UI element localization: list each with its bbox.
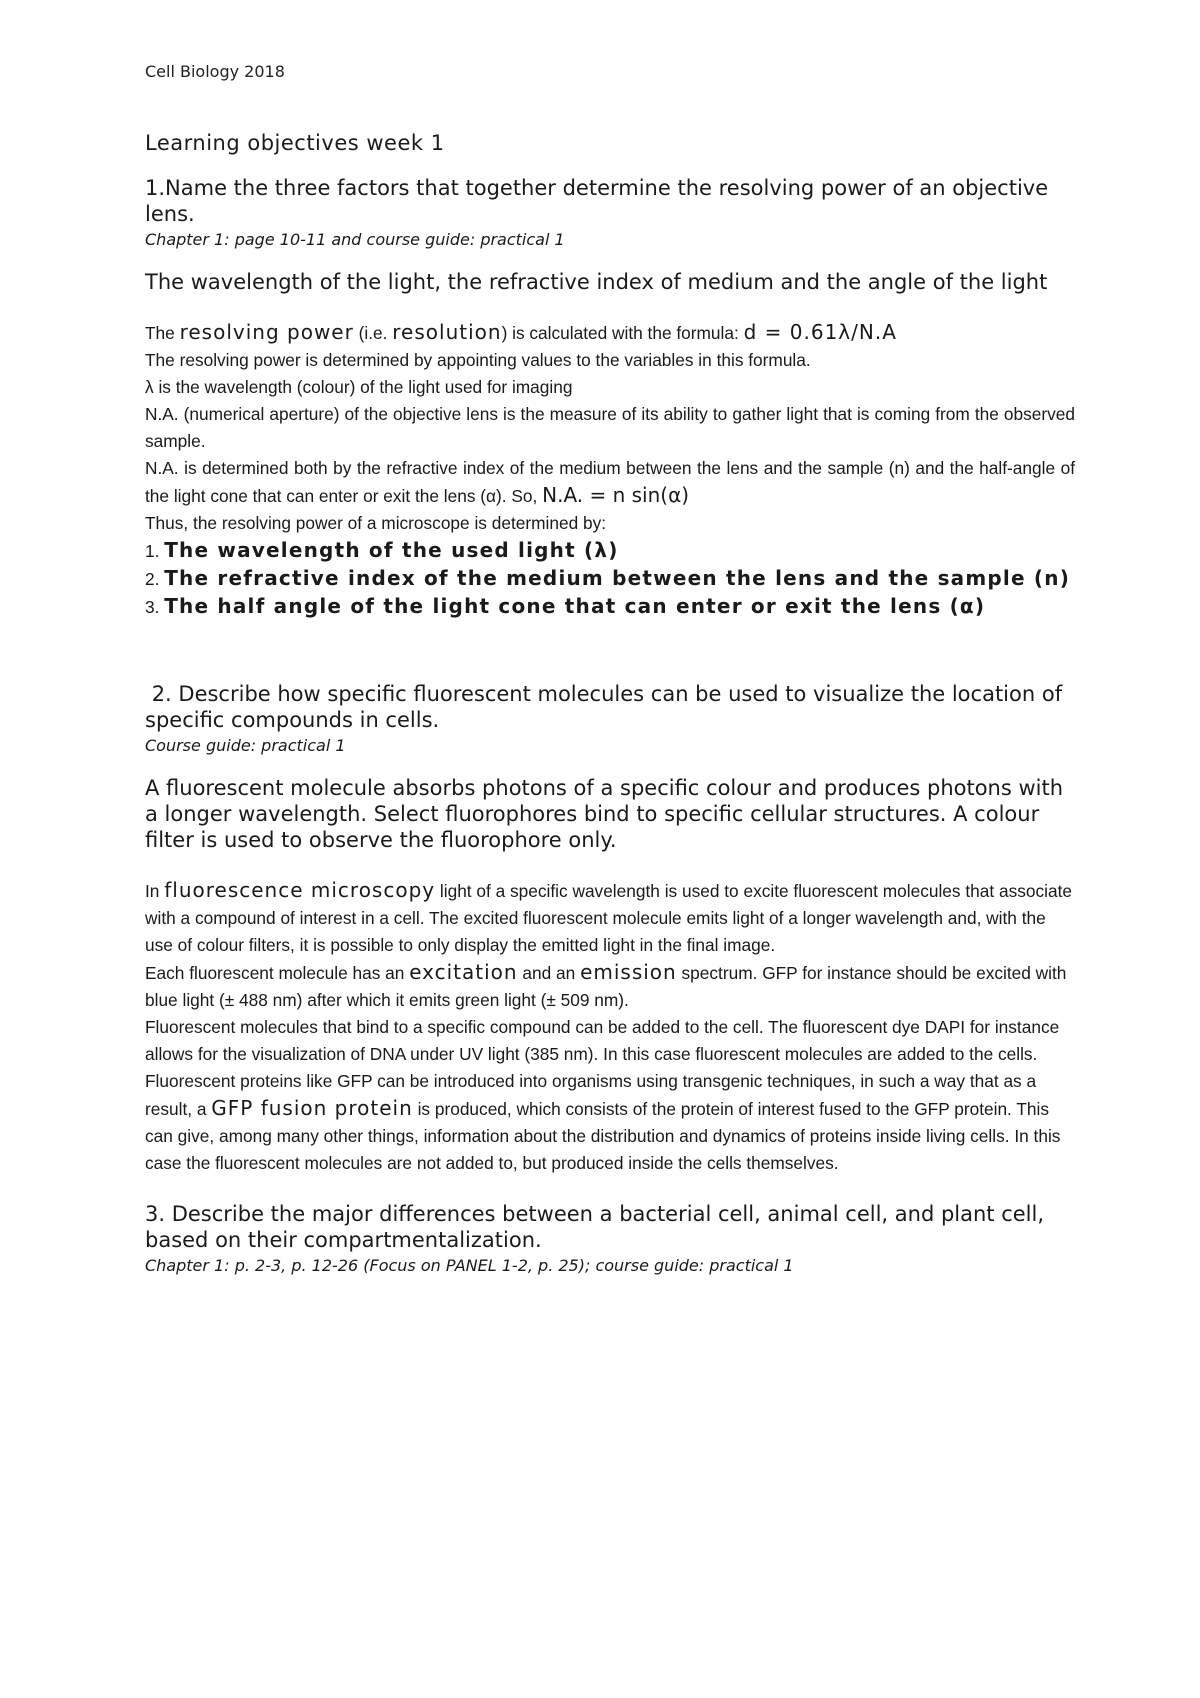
formula-resolving-power: d = 0.61λ/N.A	[743, 320, 897, 344]
text-run: and an	[517, 963, 581, 983]
text-run: is produced, which consists of the protein of interest fused to the GFP protein. This can give, among many other things, information about the distribution and dynamics of proteins inside living cells. In this case the fluorescent molecules are not added to, but produced inside the cells themselves.	[145, 1099, 1061, 1173]
numerical-aperture-paragraph	[145, 455, 1075, 510]
list-text: The wavelength of the used light (λ)	[164, 538, 619, 562]
list-item	[145, 537, 1075, 565]
gfp-fusion-paragraph	[145, 1068, 1075, 1177]
list-item	[145, 593, 1075, 621]
paragraph: Fluorescent molecules that bind to a specific compound can be added to the cell. The fluorescent dye DAPI for instance allows for the visualization of DNA under UV light (385 nm). In this case fluorescent molecules are added to the cells.	[145, 1017, 1060, 1064]
text-run: ) is calculated with the formula:	[501, 323, 744, 343]
list-item	[145, 565, 1075, 593]
objective-3-question: 3. Describe the major differences between a bacterial cell, animal cell, and plant cell, based on their compartmentalization.	[145, 1202, 1045, 1252]
text-run: Each fluorescent molecule has an	[145, 963, 410, 983]
formula-numerical-aperture: N.A. = n sin(α)	[542, 483, 690, 507]
fluorescence-microscopy-paragraph	[145, 877, 1075, 959]
text-run: (i.e.	[353, 323, 393, 343]
term-emission: emission	[580, 960, 677, 984]
text-run: N.A. is determined both by the refractive index of the medium between the lens and the sample (n) and the half-angle of the light cone that can enter or exit the lens (α). So,	[145, 458, 1075, 506]
paragraph: The resolving power is determined by appointing values to the variables in this formula.	[145, 350, 811, 370]
term-resolving-power: resolving power	[179, 320, 354, 344]
list-number: 1.	[145, 541, 165, 561]
term-fluorescence-microscopy: fluorescence microscopy	[164, 878, 436, 902]
objective-3-reference: Chapter 1: p. 2-3, p. 12-26 (Focus on PANEL 1-2, p. 25); course guide: practical 1	[145, 1256, 794, 1275]
list-text: The refractive index of the medium between the lens and the sample (n)	[164, 566, 1071, 590]
objective-1-short-answer: The wavelength of the light, the refractive index of medium and the angle of the light	[145, 270, 1048, 294]
term-excitation: excitation	[409, 960, 518, 984]
objective-2-short-answer: A fluorescent molecule absorbs photons of a specific colour and produces photons with a longer wavelength. Select fluorophores bind to specific cellular structures. A colour filter is used to observe the fluorophore only.	[145, 776, 1064, 852]
text-run: In	[145, 881, 165, 901]
list-number: 3.	[145, 597, 165, 617]
text-run: The	[145, 323, 180, 343]
paragraph: λ is the wavelength (colour) of the light used for imaging	[145, 377, 573, 397]
text-run: light of a specific wavelength is used to excite fluorescent molecules that associate with a compound of interest in a cell. The excited fluorescent molecule emits light of a longer wavelength and, with the use of colour filters, it is possible to only display the emitted light in the final image.	[145, 881, 1072, 955]
objective-1-reference: Chapter 1: page 10-11 and course guide: practical 1	[145, 230, 565, 249]
paragraph: Thus, the resolving power of a microscope is determined by:	[145, 513, 607, 533]
page-header: Cell Biology 2018	[145, 62, 285, 81]
list-number: 2.	[145, 569, 165, 589]
document-content	[145, 62, 1075, 1277]
paragraph: N.A. (numerical aperture) of the objective lens is the measure of its ability to gather light that is coming from the observed sample.	[145, 404, 1075, 451]
excitation-emission-paragraph	[145, 959, 1075, 1014]
list-text: The half angle of the light cone that can enter or exit the lens (α)	[164, 594, 986, 618]
term-gfp-fusion-protein: GFP fusion protein	[211, 1096, 413, 1120]
resolving-power-formula-paragraph	[145, 319, 1075, 347]
term-resolution: resolution	[392, 320, 502, 344]
text-run: Fluorescent proteins like GFP can be introduced into organisms using transgenic techniques, in such a way that as a result, a	[145, 1071, 1037, 1119]
text-run: spectrum. GFP for instance should be excited with blue light (± 488 nm) after which it emits green light (± 509 nm).	[145, 963, 1067, 1010]
page-title: Learning objectives week 1	[145, 131, 445, 155]
objective-1-question: 1.Name the three factors that together determine the resolving power of an objective lens.	[145, 176, 1049, 226]
objective-2-reference: Course guide: practical 1	[145, 736, 346, 755]
objective-2-question: 2. Describe how specific fluorescent molecules can be used to visualize the location of specific compounds in cells.	[145, 682, 1069, 732]
